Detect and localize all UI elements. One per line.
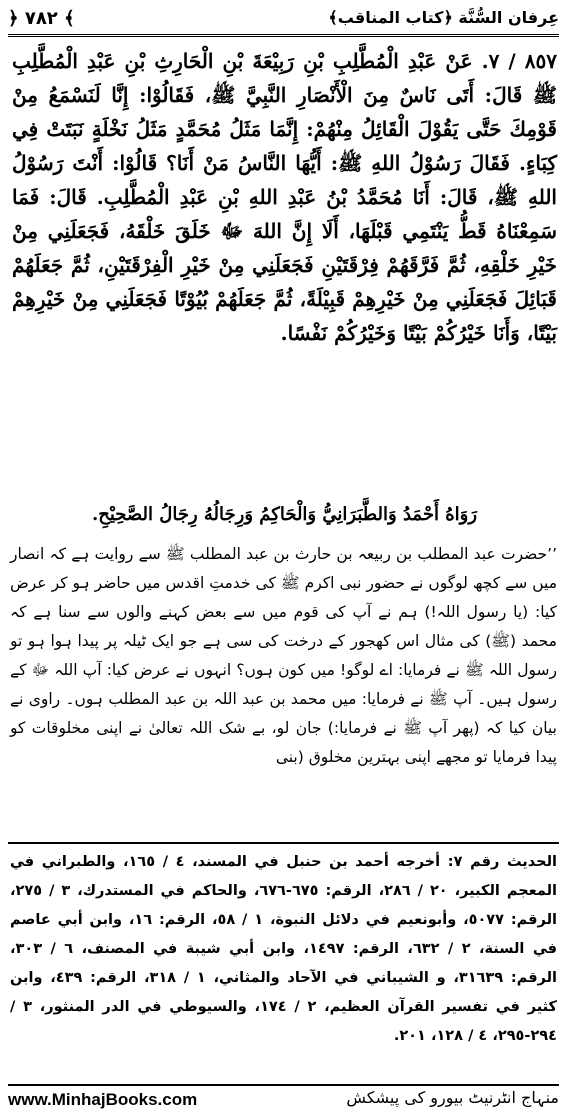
hadith-references: الحديث رقم ٧: أخرجه أحمد بن حنبل في المسند، ٤ / ١٦٥، والطبراني في المعجم الكبير، ٢٠ / ٢٨٦، الرقم: ٦٧٥-٦٧٦، والحاكم في المستدرك، ٣ / ٢٧٥، الرقم: ٥٠٧٧، وأبونعيم في دلائل النبوة، ١ / ٥٨، الرقم: ١٦، وابن أبي عاصم في السنة، ٢ / ٦٣٢، الرقم: ١٤٩٧، وابن أبي شيبة في المصنف، ٦ / ٣٠٣، الرقم: ٣١٦٣٩، و الشيباني في الآحاد والمثاني، ١ / ٣١٨، الرقم: ٤٣٩، وابن كثير في تفسير القرآن العظيم، ٢ / ١٧٤، والسيوطي في الدر المنثور، ٣ / ٢٩٤-٢٩٥، ٤ / ١٢٨، ٢٠١.	[10, 854, 557, 1044]
page-header	[8, 6, 559, 36]
hadith-arabic-text	[12, 44, 557, 350]
footer-divider	[8, 1084, 559, 1086]
book-title: عِرفان السُّنَّة ﴿کتاب المناقب﴾	[328, 8, 559, 27]
page-footer	[8, 1088, 559, 1112]
header-divider	[8, 34, 559, 37]
hadith-body: عَنْ عَبْدِ الْمُطَّلِبِ بْنِ رَبِيْعَةَ بْنِ الْحَارِثِ بْنِ عَبْدِ الْمُطَّلِبِ ﷺ قَالَ: أَتَى نَاسٌ مِنَ الْأَنْصَارِ النَّبِيَّ ﷺ، فَقَالُوْا: إِنَّا لَنَسْمَعُ مِنْ قَوْمِكَ حَتَّى يَقُوْلَ الْقَائِلُ مِنْهُمْ: إِنَّمَا مَثَلُ مُحَمَّدٍ مَثَلُ نَخْلَةٍ نَبَتَتْ فِي كِبَاءٍ. فَقَالَ رَسُوْلُ اللهِ ﷺ: أَيُّهَا النَّاسُ مَنْ أَنَا؟ قَالُوْا: أَنْتَ رَسُوْلُ اللهِ ﷺ، قَالَ: أَنَا مُحَمَّدُ بْنُ عَبْدِ اللهِ بْنِ عَبْدِ الْمُطَّلِبِ. قَالَ: فَمَا سَمِعْنَاهُ قَطُّ يَنْتَمِي قَبْلَهَا، أَلَا إِنَّ اللهَ ﷻ خَلَقَ خَلْقَهُ، فَجَعَلَنِي مِنْ خَيْرِ خَلْقِهِ، ثُمَّ فَرَّقَهُمْ فِرْقَتَيْنِ فَجَعَلَنِي مِنْ خَيْرِ الْفِرْقَتَيْنِ، ثُمَّ جَعَلَهُمْ قَبَائِلَ فَجَعَلَنِي مِنْ خَيْرِهِمْ قَبِيْلَةً، ثُمَّ جَعَلَهُمْ بُيُوْتًا فَجَعَلَنِي مِنْ خَيْرِهِمْ بَيْتًا، وَأَنَا خَيْرُكُمْ بَيْتًا وَخَيْرُكُمْ نَفْسًا.	[12, 49, 558, 345]
page-number: ﴿ ٧٨٢ ﴾	[8, 8, 75, 29]
references-divider	[8, 842, 559, 844]
publisher-credit: منہاج انٹرنیٹ بیورو کی پیشکش	[346, 1088, 559, 1107]
urdu-translation: ’’حضرت عبد المطلب بن ربیعہ بن حارث بن عبد المطلب ﷺ سے روایت ہے کہ انصار میں سے کچھ لوگوں نے حضور نبی اکرم ﷺ کی خدمتِ اقدس میں حاضر ہو کر عرض کیا: (یا رسول اللہ!) ہم نے آپ کی قوم میں سے بعض کہنے والوں سے سنا ہے کہ محمد (ﷺ) کی مثال اس کھجور کے درخت کی سی ہے جو ایک ٹیلہ پر پیدا ہوا ہو تو رسول اللہ ﷺ نے فرمایا: اے لوگو! میں کون ہوں؟ انہوں نے عرض کیا: آپ اللہ ﷻ کے رسول ہیں۔ آپ ﷺ نے فرمایا: میں محمد بن عبد اللہ بن عبد المطلب ہوں۔ راوی نے بیان کیا کہ (پھر آپ ﷺ نے فرمایا:) جان لو، بے شک اللہ تعالیٰ نے اپنی مخلوقات کو پیدا فرمایا تو مجھے اپنی بہترین مخلوق (بنی	[10, 545, 557, 766]
website-link[interactable]: www.MinhajBooks.com	[8, 1090, 198, 1109]
hadith-riwaya: رَوَاهُ أَحْمَدُ وَالطَّبَرَانِيُّ وَالْحَاكِمُ وَرِجَالُهُ رِجَالُ الصَّحِيْحِ.	[91, 504, 478, 525]
hadith-number: ٨٥٧ / ٧.	[481, 49, 557, 73]
